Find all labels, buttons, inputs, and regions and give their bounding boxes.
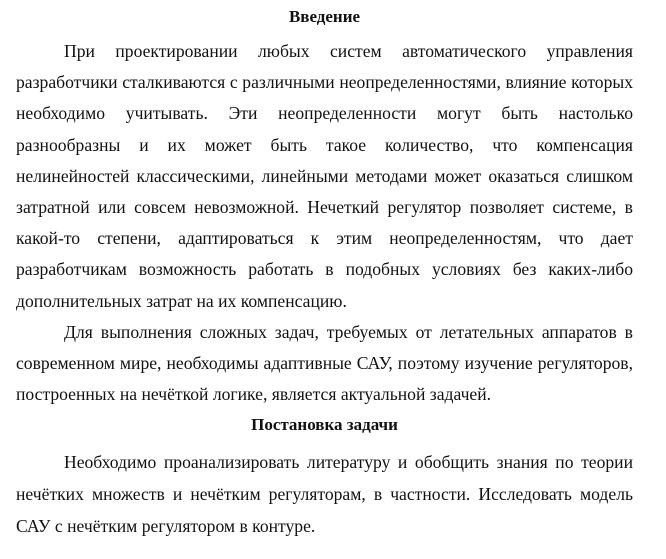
section-heading-problem-statement: Постановка задачи [251, 415, 398, 435]
intro-paragraph-1: При проектировании любых систем автоматического управления разработчики сталкиваются с различными неопределенностями, влияние которых необходимо учитывать. Эти неопределенности могут быть настолько разнообразны и их может быть такое количество, что компенсация нелинейностей классическими, линейными методами может оказаться слишком затратной или совсем невозможной. Нечеткий регулятор позволяет системе, в какой-то степени, адаптироваться к этим неопределенностям, что дает разработчикам возможность работать в подобных условиях без каких-либо дополнительных затрат на их компенсацию. [16, 41, 633, 311]
problem-paragraph-1: Необходимо проанализировать литературу и обобщить знания по теории нечётких множеств и нечётким регуляторам, в частности. Исследовать модель САУ с нечётким регулятором в контуре. [16, 452, 633, 537]
section-heading-introduction: Введение [288, 7, 361, 26]
intro-paragraph-2: Для выполнения сложных задач, требуемых от летательных аппаратов в современном мире, необходимы адаптивные САУ, поэтому изучение регуляторов, построенных на нечёткой логике, является актуальной задачей. [16, 321, 633, 405]
